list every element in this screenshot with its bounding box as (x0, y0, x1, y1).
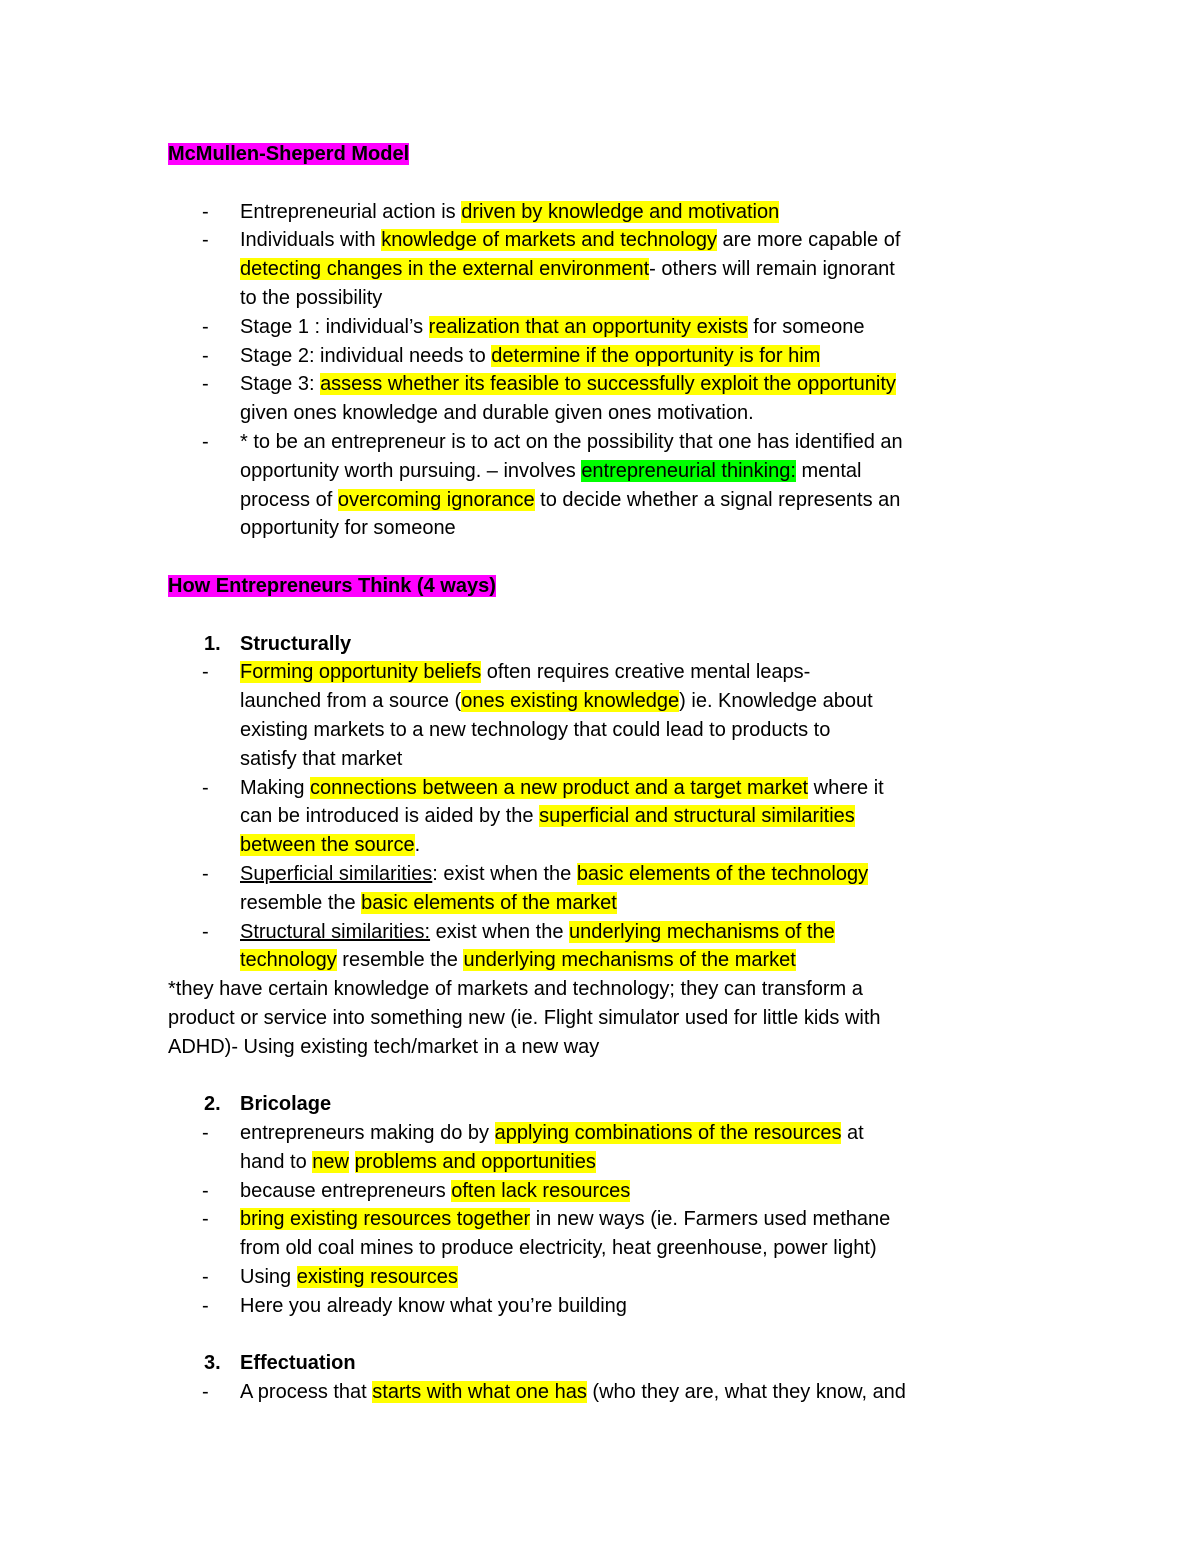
dash-bullet: - (202, 315, 209, 338)
bullet-item (168, 226, 1028, 255)
text: to decide whether a signal represents an (534, 488, 901, 511)
highlighted-text: determine if the opportunity is for him (491, 344, 821, 367)
underlined-term: Structural similarities: (240, 920, 431, 943)
highlighted-text: underlying mechanisms of the market (463, 949, 796, 972)
dash-bullet: - (202, 373, 209, 396)
bullet-continuation (168, 399, 1028, 428)
bullet-continuation (168, 457, 1028, 486)
text: for someone (747, 315, 865, 338)
text: are more capable of (716, 229, 901, 252)
text: given ones knowledge and durable given ones motivation. (240, 402, 754, 425)
text: at (841, 1122, 864, 1145)
text: ) ie. Knowledge about (679, 690, 873, 713)
spacer (168, 1062, 1028, 1091)
text: : exist when the (432, 862, 577, 885)
highlighted-text: starts with what one has (372, 1381, 587, 1404)
highlighted-text: superficial and structural similarities (539, 805, 855, 828)
bullet-item (168, 774, 1028, 803)
text: resemble the (336, 949, 464, 972)
highlighted-text: new (312, 1150, 349, 1173)
bullet-item (168, 1292, 1028, 1321)
item-title: Structurally (240, 632, 352, 655)
dash-bullet: - (202, 776, 209, 799)
numbered-item-bricolage (168, 1090, 1028, 1119)
text: Using (240, 1266, 297, 1289)
note-line: product or service into something new (ie. Flight simulator used for little kids with (168, 1006, 881, 1029)
bullet-item (168, 1119, 1028, 1148)
text: hand to (240, 1150, 313, 1173)
text: Stage 3: (240, 373, 321, 396)
bullet-item (168, 428, 1028, 457)
highlighted-text: underlying mechanisms of the (569, 920, 835, 943)
highlighted-text: overcoming ignorance (337, 488, 535, 511)
text: satisfy that market (240, 747, 403, 770)
text: Stage 2: individual needs to (240, 344, 492, 367)
text: process of (240, 488, 338, 511)
highlighted-text: bring existing resources together (240, 1208, 531, 1231)
bullet-continuation (168, 687, 1028, 716)
item-title: Bricolage (240, 1093, 332, 1116)
bullet-item (168, 342, 1028, 371)
highlighted-text: knowledge of markets and technology (381, 229, 717, 252)
text: launched from a source ( (240, 690, 462, 713)
bullet-continuation (168, 514, 1028, 543)
text: from old coal mines to produce electricity, heat greenhouse, power light) (240, 1237, 877, 1260)
dash-bullet: - (202, 1294, 209, 1317)
dash-bullet: - (202, 862, 209, 885)
section-heading-mcmullen (168, 140, 1028, 169)
text (349, 1151, 355, 1173)
spacer (168, 543, 1028, 572)
item-number: 1. (204, 632, 221, 655)
spacer (168, 169, 1028, 198)
heading-text: McMullen-Sheperd Model (168, 143, 410, 165)
spacer (168, 601, 1028, 630)
text: . (414, 834, 421, 857)
item-number: 2. (204, 1093, 221, 1116)
bullet-continuation (168, 889, 1028, 918)
text: opportunity worth pursuing. – involves (240, 459, 582, 482)
green-highlighted-text: entrepreneurial thinking: (581, 459, 796, 482)
highlighted-text: often lack resources (451, 1179, 631, 1202)
bullet-continuation (168, 1234, 1028, 1263)
dash-bullet: - (202, 229, 209, 252)
item-number: 3. (204, 1352, 221, 1375)
text: Making (240, 776, 311, 799)
bullet-item (168, 198, 1028, 227)
bullet-item (168, 313, 1028, 342)
dash-bullet: - (202, 430, 209, 453)
bullet-item (168, 1263, 1028, 1292)
text: mental (795, 459, 862, 482)
dash-bullet: - (202, 1179, 209, 1202)
text: Entrepreneurial action is (240, 200, 462, 223)
highlighted-text: ones existing knowledge (461, 690, 680, 713)
text: A process that (240, 1381, 373, 1404)
bullet-item (168, 860, 1028, 889)
heading-text: How Entrepreneurs Think (4 ways) (168, 574, 496, 597)
bullet-continuation (168, 716, 1028, 745)
highlighted-text: applying combinations of the resources (494, 1122, 842, 1145)
bullet-continuation (168, 284, 1028, 313)
highlighted-text: technology (240, 949, 337, 972)
text: in new ways (ie. Farmers used methane (530, 1208, 891, 1231)
highlighted-text: driven by knowledge and motivation (461, 200, 780, 223)
text: resemble the (240, 891, 362, 914)
dash-bullet: - (202, 344, 209, 367)
text: - others will remain ignorant (649, 258, 895, 281)
text: Stage 1 : individual’s (240, 315, 429, 338)
bullet-continuation (168, 1148, 1028, 1177)
bullet-item (168, 1378, 1028, 1407)
highlighted-text: realization that an opportunity exists (428, 315, 748, 338)
numbered-item-effectuation (168, 1349, 1028, 1378)
bullet-continuation (168, 255, 1028, 284)
text: (who they are, what they know, and (586, 1381, 906, 1404)
text: to the possibility (240, 286, 383, 309)
item-title: Effectuation (240, 1352, 356, 1375)
bullet-continuation (168, 831, 1028, 860)
dash-bullet: - (202, 1381, 209, 1404)
bullet-item (168, 370, 1028, 399)
bullet-item (168, 1205, 1028, 1234)
highlighted-text: existing resources (296, 1266, 458, 1289)
text: where it (808, 776, 884, 799)
dash-bullet: - (202, 661, 209, 684)
section-heading-how-entrepreneurs-think (168, 572, 1028, 601)
spacer (168, 1321, 1028, 1350)
dash-bullet: - (202, 1208, 209, 1231)
note-line: ADHD)- Using existing tech/market in a new way (168, 1035, 600, 1058)
highlighted-text: basic elements of the market (361, 891, 617, 914)
text: Individuals with (240, 229, 382, 252)
dash-bullet: - (202, 1122, 209, 1145)
numbered-item-structurally (168, 630, 1028, 659)
text: entrepreneurs making do by (240, 1122, 495, 1145)
bullet-item (168, 918, 1028, 947)
bullet-continuation (168, 802, 1028, 831)
highlighted-text: connections between a new product and a target market (310, 776, 809, 799)
highlighted-text: Forming opportunity beliefs (240, 661, 482, 684)
text: can be introduced is aided by the (240, 805, 540, 828)
highlighted-text: problems and opportunities (354, 1150, 596, 1173)
text: because entrepreneurs (240, 1179, 452, 1202)
text: * to be an entrepreneur is to act on the possibility that one has identified an (240, 430, 903, 453)
bullet-item (168, 658, 1028, 687)
highlighted-text: basic elements of the technology (576, 862, 869, 885)
document-content (168, 140, 1028, 1407)
bullet-item (168, 1177, 1028, 1206)
highlighted-text: between the source (240, 834, 415, 857)
text: opportunity for someone (240, 517, 456, 540)
text: often requires creative mental leaps- (481, 661, 811, 684)
dash-bullet: - (202, 920, 209, 943)
text: existing markets to a new technology that could lead to products to (240, 718, 831, 741)
text: Here you already know what you’re building (240, 1294, 627, 1317)
highlighted-text: assess whether its feasible to successfully exploit the opportunity (320, 373, 896, 396)
bullet-continuation (168, 745, 1028, 774)
dash-bullet: - (202, 1266, 209, 1289)
bullet-continuation (168, 946, 1028, 975)
text: exist when the (430, 920, 570, 943)
highlighted-text: detecting changes in the external environment (240, 258, 650, 281)
dash-bullet: - (202, 200, 209, 223)
underlined-term: Superficial similarities (240, 862, 433, 885)
bullet-continuation (168, 486, 1028, 515)
note-line: *they have certain knowledge of markets and technology; they can transform a (168, 978, 863, 1001)
